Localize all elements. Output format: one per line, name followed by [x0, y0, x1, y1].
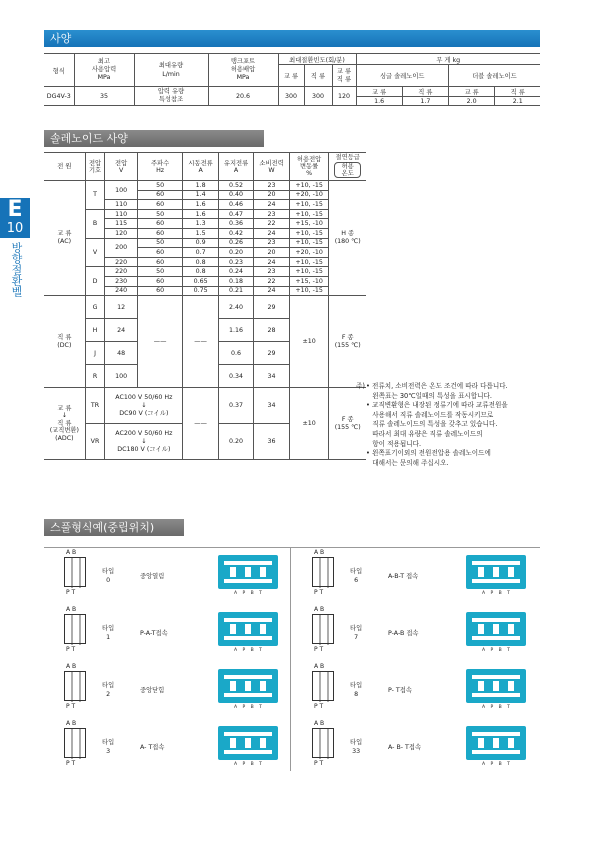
power: 22 [254, 219, 289, 229]
hold-current: 1.16 [218, 319, 253, 342]
hold-current: 0.20 [218, 424, 253, 460]
frequency: 60 [137, 257, 183, 267]
spool-panel [44, 720, 292, 778]
spool-type: 타입 8 [350, 682, 363, 698]
voltage: 110 [105, 200, 137, 210]
spool-type: 타입 33 [350, 739, 363, 755]
h-single: 싱글 솔레노이드 [356, 65, 448, 87]
spool-description: A- B- T접속 [388, 744, 422, 751]
frequency: 60 [137, 276, 183, 286]
frequency: 60 [137, 228, 183, 238]
start-current: 0.75 [183, 286, 218, 296]
start-current: 1.8 [183, 181, 218, 191]
spool-section-diagram [218, 669, 278, 703]
port-label-top: A B [314, 606, 325, 613]
power: 22 [254, 276, 289, 286]
port-label-bottom: P T [314, 646, 324, 653]
spool-port-labels: A P B T [482, 591, 512, 596]
power: 23 [254, 209, 289, 219]
power: 24 [254, 257, 289, 267]
voltage-code: TR [85, 388, 105, 424]
spool-type: 타입 2 [102, 682, 115, 698]
spool-symbol [64, 614, 86, 644]
hold-current: 0.40 [218, 190, 253, 200]
spool-type: 타입 1 [102, 625, 115, 641]
port-label-top: A B [314, 663, 325, 670]
h-ac: 교 류 [278, 65, 304, 87]
voltage-code: H [85, 319, 105, 342]
spool-section-diagram [218, 555, 278, 589]
voltage: 220 [105, 257, 137, 267]
voltage: AC100 V 50/60 Hz ↓ DC90 V (コイル) [105, 388, 183, 424]
solenoid-table [44, 152, 366, 460]
voltage-tolerance: ±10 [289, 388, 329, 460]
frequency: 50 [137, 238, 183, 248]
hold-current: 0.46 [218, 200, 253, 210]
power: 20 [254, 248, 289, 258]
h-tank: 탱크포트 허용배압 MPa [208, 54, 278, 87]
spool-section-diagram [218, 612, 278, 646]
spool-symbol [312, 728, 334, 758]
freq-ac: 300 [278, 87, 304, 106]
hold-current: 0.42 [218, 228, 253, 238]
voltage-tolerance: +10, -15 [289, 228, 329, 238]
start-current-na: —— [183, 388, 218, 460]
voltage-tolerance: +10, -15 [289, 267, 329, 277]
spool-type: 타입 3 [102, 739, 115, 755]
port-label-top: A B [66, 663, 77, 670]
spool-symbol [312, 614, 334, 644]
voltage-code: J [85, 342, 105, 365]
spool-symbol [312, 557, 334, 587]
w-value: 1.7 [402, 97, 448, 106]
power: 29 [254, 342, 289, 365]
header-cell: 허용전압 변동률 % [289, 153, 329, 181]
note-line: 따라서 최대 유량은 직류 솔레노이드의 [366, 429, 483, 438]
header-cell: 유지전류 A [218, 153, 253, 181]
hold-current: 2.40 [218, 296, 253, 319]
spool-panel [44, 606, 292, 664]
spool-type: 타입 6 [350, 568, 363, 584]
insulation-acdc: F 종 (155 ℃) [329, 388, 366, 460]
voltage: 110 [105, 209, 137, 219]
voltage-tolerance: +10, -15 [289, 286, 329, 296]
chapter-label: 방향절환벨 [10, 242, 23, 297]
power: 29 [254, 296, 289, 319]
w-value: 2.0 [448, 97, 494, 106]
hold-current: 0.47 [218, 209, 253, 219]
power: 34 [254, 365, 289, 388]
header-cell: 전압 V [105, 153, 137, 181]
frequency-na: —— [137, 296, 183, 388]
voltage-code: V [85, 238, 105, 267]
notes [356, 382, 566, 468]
port-label-bottom: P T [66, 589, 76, 596]
spool-panel [44, 549, 292, 607]
voltage-tolerance: +20, -10 [289, 190, 329, 200]
spool-panel [292, 606, 540, 664]
start-current: 1.6 [183, 209, 218, 219]
voltage: 12 [105, 296, 137, 319]
h-acdc: 교 류 직 류 [332, 65, 356, 87]
power: 28 [254, 319, 289, 342]
port-label-top: A B [314, 549, 325, 556]
spool-port-labels: A P B T [482, 705, 512, 710]
chapter-number: 10 [6, 221, 24, 236]
header-cell: 전압 기호 [85, 153, 105, 181]
hold-current: 0.36 [218, 219, 253, 229]
voltage-code: G [85, 296, 105, 319]
spool-section-diagram [466, 555, 526, 589]
spool-type: 타입 7 [350, 625, 363, 641]
spool-section-diagram [218, 726, 278, 760]
spool-port-labels: A P B T [234, 648, 264, 653]
frequency: 50 [137, 209, 183, 219]
power: 20 [254, 190, 289, 200]
pressure: 35 [74, 87, 134, 106]
port-label-bottom: P T [314, 760, 324, 767]
frequency: 50 [137, 267, 183, 277]
port-label-bottom: P T [66, 760, 76, 767]
notes-head: 주) [356, 382, 365, 390]
hold-current: 0.24 [218, 267, 253, 277]
h-double: 더블 솔레노이드 [448, 65, 540, 87]
power: 24 [254, 228, 289, 238]
note-line: • 왼쪽표기이외의 전원전압용 솔레노이드에 [366, 449, 491, 458]
hold-current: 0.6 [218, 342, 253, 365]
start-current: 0.9 [183, 238, 218, 248]
voltage: 120 [105, 228, 137, 238]
power: 23 [254, 238, 289, 248]
voltage: 115 [105, 219, 137, 229]
start-current-na: —— [183, 296, 218, 388]
voltage: 100 [105, 365, 137, 388]
frequency: 60 [137, 190, 183, 200]
voltage-code: R [85, 365, 105, 388]
hold-current: 0.26 [218, 238, 253, 248]
voltage-tolerance: +10, -15 [289, 200, 329, 210]
h-flow: 최대유량 L/min [134, 54, 208, 87]
header-insulation: 절연등급 [335, 154, 360, 161]
spool-type: 타입 0 [102, 568, 115, 584]
h-dc: 직 류 [304, 65, 332, 87]
chapter-tab [0, 198, 30, 238]
header-cell: 시동전류 A [183, 153, 218, 181]
hold-current: 0.18 [218, 276, 253, 286]
spool-panel [292, 663, 540, 721]
port-label-bottom: P T [66, 646, 76, 653]
voltage-tolerance: +10, -15 [289, 238, 329, 248]
start-current: 0.65 [183, 276, 218, 286]
voltage: 220 [105, 267, 137, 277]
w-value: 1.6 [356, 97, 402, 106]
note-line: 대해서는 문의해 주십시오. [366, 458, 449, 467]
header-cell: 전 원 [44, 153, 85, 181]
hold-current: 0.20 [218, 248, 253, 258]
section-title-spec: 사양 [44, 30, 540, 47]
spool-port-labels: A P B T [482, 648, 512, 653]
spool-section-diagram [466, 726, 526, 760]
frequency: 60 [137, 286, 183, 296]
voltage-tolerance: +20, -10 [289, 248, 329, 258]
spool-description: P-A-T접속 [140, 630, 168, 637]
voltage-tolerance: +10, -15 [289, 209, 329, 219]
spool-panel [44, 663, 292, 721]
spool-section-diagram [466, 669, 526, 703]
insulation-dc: F 종 (155 ℃) [329, 296, 366, 388]
voltage: AC200 V 50/60 Hz ↓ DC180 V (コイル) [105, 424, 183, 460]
spool-port-labels: A P B T [234, 762, 264, 767]
spec-table [44, 53, 540, 106]
chapter-letter: E [7, 197, 23, 222]
voltage-code: VR [85, 424, 105, 460]
h-weight: 무 게 kg [356, 54, 540, 65]
spool-port-labels: A P B T [234, 705, 264, 710]
start-current: 1.6 [183, 200, 218, 210]
note-line: 항이 적용됩니다. [366, 439, 422, 448]
port-label-top: A B [314, 720, 325, 727]
h-pressure: 최고 사용압력 MPa [74, 54, 134, 87]
start-current: 1.4 [183, 190, 218, 200]
note-line: • 교직변환형은 내장된 정류기에 따라 교류전원을 [366, 401, 508, 410]
spool-description: P- T접속 [388, 687, 412, 694]
voltage: 230 [105, 276, 137, 286]
freq-acdc: 120 [332, 87, 356, 106]
power: 23 [254, 181, 289, 191]
header-cell [329, 153, 366, 181]
spool-description: A-B-T 접속 [388, 573, 419, 580]
spool-port-labels: A P B T [482, 762, 512, 767]
voltage-tolerance: ±10 [289, 296, 329, 388]
spool-symbol [64, 557, 86, 587]
start-current: 0.7 [183, 248, 218, 258]
power: 23 [254, 267, 289, 277]
power-dc: 직 류 (DC) [44, 296, 85, 388]
spool-description: 중앙닫힘 [140, 687, 165, 694]
note-line: 사용해서 직류 솔레노이드를 작동시키므로 [366, 410, 494, 419]
w-label: 교 류 [356, 87, 402, 97]
power-acdc: 교 류 ↓ 직 류 (교직변환) (ADC) [44, 388, 85, 460]
spool-symbol [64, 728, 86, 758]
w-value: 2.1 [495, 97, 540, 106]
power: 24 [254, 286, 289, 296]
power: 36 [254, 424, 289, 460]
start-current: 0.8 [183, 267, 218, 277]
spool-section-diagram [466, 612, 526, 646]
port-label-top: A B [66, 720, 77, 727]
model: DG4V-3 [44, 87, 74, 106]
power: 24 [254, 200, 289, 210]
frequency: 60 [137, 200, 183, 210]
voltage-code: D [85, 267, 105, 296]
voltage-tolerance: +10, -15 [289, 181, 329, 191]
hold-current: 0.52 [218, 181, 253, 191]
frequency: 60 [137, 248, 183, 258]
port-label-top: A B [66, 549, 77, 556]
freq-dc: 300 [304, 87, 332, 106]
w-label: 교 류 [448, 87, 494, 97]
hold-current: 0.23 [218, 257, 253, 267]
voltage: 24 [105, 319, 137, 342]
voltage-tolerance: +10, -15 [289, 257, 329, 267]
section-title-spool: 스풀형식예(중립위치) [44, 519, 184, 536]
power-ac: 교 류 (AC) [44, 181, 85, 296]
w-label: 직 류 [495, 87, 540, 97]
start-current: 1.5 [183, 228, 218, 238]
hold-current: 0.21 [218, 286, 253, 296]
spool-symbol [312, 671, 334, 701]
frequency: 60 [137, 219, 183, 229]
spool-symbol [64, 671, 86, 701]
w-label: 직 류 [402, 87, 448, 97]
voltage-tolerance: +15, -10 [289, 276, 329, 286]
spool-panel [292, 549, 540, 607]
note-line: • 전류치, 소비전력은 온도 조건에 따라 다릅니다. [366, 382, 508, 390]
power: 34 [254, 388, 289, 424]
header-cell: 주파수 Hz [137, 153, 183, 181]
voltage: 200 [105, 238, 137, 257]
header-cell: 소비전력 W [254, 153, 289, 181]
note-line: 왼쪽표는 30℃일때의 특성을 표시합니다. [366, 391, 493, 400]
voltage-code: B [85, 209, 105, 238]
spool-port-labels: A P B T [234, 591, 264, 596]
frequency: 50 [137, 181, 183, 191]
start-current: 0.8 [183, 257, 218, 267]
voltage-tolerance: +15, -10 [289, 219, 329, 229]
section-title-solenoid: 솔레노이드 사양 [44, 130, 264, 147]
voltage-code: T [85, 181, 105, 210]
start-current: 1.3 [183, 219, 218, 229]
voltage: 240 [105, 286, 137, 296]
spool-description: P-A-B 접속 [388, 630, 419, 637]
flow: 압력 유량 특성참조 [134, 87, 208, 106]
voltage: 48 [105, 342, 137, 365]
h-model: 형식 [44, 54, 74, 87]
header-allowed-temp: 허용 온도 [334, 162, 361, 178]
hold-current: 0.37 [218, 388, 253, 424]
port-label-top: A B [66, 606, 77, 613]
spool-panel [292, 720, 540, 778]
voltage: 100 [105, 181, 137, 200]
port-label-bottom: P T [66, 703, 76, 710]
note-line: 직류 솔레노이드의 특성을 갖추고 있습니다. [366, 420, 498, 429]
spool-description: 중앙열림 [140, 573, 165, 580]
hold-current: 0.34 [218, 365, 253, 388]
tank: 20.6 [208, 87, 278, 106]
port-label-bottom: P T [314, 589, 324, 596]
insulation-ac: H 종 (180 ℃) [329, 181, 366, 296]
port-label-bottom: P T [314, 703, 324, 710]
spool-description: A- T접속 [140, 744, 165, 751]
h-freq: 최대절환빈도(회/분) [278, 54, 356, 65]
